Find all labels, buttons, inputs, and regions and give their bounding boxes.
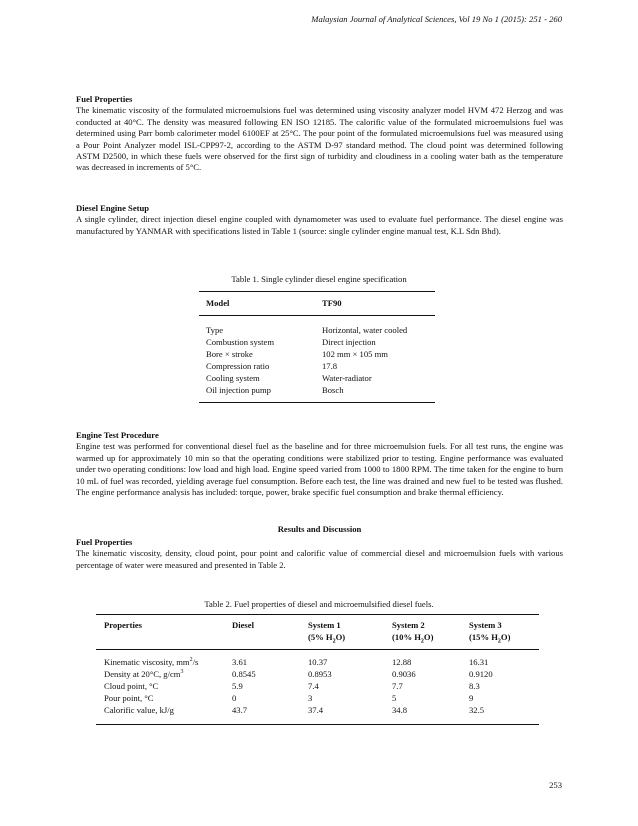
- table2-header-diesel: Diesel: [232, 620, 254, 630]
- table2-value-system1: 7.4: [308, 681, 319, 691]
- table2-value-system2: 0.9036: [392, 669, 416, 679]
- table2-value-system3: 32.5: [469, 705, 485, 715]
- table2-value-system2: 5: [392, 693, 397, 703]
- journal-header: Malaysian Journal of Analytical Sciences, Vol 19 No 1 (2015): 251 - 260: [311, 14, 562, 24]
- table2-value-system1: 3: [308, 693, 313, 703]
- table1-key: Combustion system: [206, 337, 275, 347]
- table1-header-model: Model: [206, 298, 230, 308]
- section-heading: Fuel Properties: [76, 94, 133, 104]
- table1-bottom-rule: [199, 402, 435, 403]
- table2-subheader-system1: (5% $H_2O$): [308, 632, 346, 645]
- table1-value: Direct injection: [322, 337, 376, 347]
- table2-header-system2: System 2: [392, 620, 425, 630]
- table2-value-system3: 16.31: [469, 657, 489, 667]
- table2-value-system1: 0.8953: [308, 669, 332, 679]
- table2-caption: Table 2. Fuel properties of diesel and microemulsified diesel fuels.: [204, 599, 434, 609]
- section-paragraph: The kinematic viscosity of the formulated microemulsions fuel was determined using viscosity analyzer model HVM 472 Herzog and was conducted at 40°C. The density was measured following EN ISO 12185. The calorific value of the formulated microemulsions fuel was determined using Parr bomb calorimeter model 6100EF at 25°C. The pour point of the formulated microemulsions fuel was measured using a Pour Point Analyzer model ISL-CPP97-2, according to the ASTM D-97 standard method. The cloud point was determined following ASTM D2500, in which these fuels were observed for the first sign of turbidity and cloudiness in a cooling water bath as the temperature was decreased in increments of 5°C.: [76, 105, 563, 173]
- table1-key: Cooling system: [206, 373, 260, 383]
- section-paragraph: The kinematic viscosity, density, cloud point, pour point and calorific value of commercial diesel and microemulsion fuels with various percentage of water were measured and presented in Table 2.: [76, 548, 563, 570]
- table2-value-system3: 8.3: [469, 681, 480, 691]
- table2-property: Density at 20°C, $g/cm^3$: [104, 669, 184, 679]
- table2-bottom-rule: [96, 724, 539, 725]
- table1-caption: Table 1. Single cylinder diesel engine specification: [231, 274, 407, 284]
- table2-header-system1: System 1: [308, 620, 341, 630]
- table2-value-diesel: 3.61: [232, 657, 248, 667]
- table2-subheader-system2: (10% $H_2O$): [392, 632, 434, 645]
- section-diesel-engine-setup: [76, 203, 563, 237]
- table2-value-diesel: 5.9: [232, 681, 243, 691]
- section-heading: Diesel Engine Setup: [76, 203, 150, 213]
- table2-value-system2: 7.7: [392, 681, 403, 691]
- page-number: 253: [549, 780, 562, 790]
- table2-value-system1: 10.37: [308, 657, 328, 667]
- table2-value-system2: 12.88: [392, 657, 412, 667]
- table2-property: Calorific value, kJ/g: [104, 705, 174, 715]
- table2-top-rule: [96, 614, 539, 615]
- table1-value: Water-radiator: [322, 373, 372, 383]
- table2-header-properties: Properties: [104, 620, 143, 630]
- section-heading: Fuel Properties: [76, 537, 133, 547]
- section-heading: Engine Test Procedure: [76, 430, 159, 440]
- table1-value: 102 mm × 105 mm: [322, 349, 388, 359]
- table1-key: Oil injection pump: [206, 385, 271, 395]
- section-paragraph: Engine test was performed for conventional diesel fuel as the baseline and for three microemulsion fuels. For all test runs, the engine was warmed up for approximately 10 min so that the operating conditions were stabilized prior to testing. Engine performance was evaluated under two operating conditions: low load and high load. Engine speed varied from 1000 to 1800 RPM. The time taken for the engine to burn 10 mL of fuel was recorded, yielding average fuel consumption. Before each test, the line was drained and new fuel to be tested was flushed. The engine performance analysis has included: torque, power, brake specific fuel consumption and brake thermal efficiency.: [76, 441, 563, 498]
- table2-value-system3: 0.9120: [469, 669, 493, 679]
- table1-key: Type: [206, 325, 224, 335]
- table2-value-system2: 34.8: [392, 705, 408, 715]
- table2-value-diesel: 0: [232, 693, 237, 703]
- table2-property: Kinematic viscosity, $mm^2/s$: [104, 657, 199, 667]
- table2-value-system3: 9: [469, 693, 474, 703]
- table2-property: Cloud point, °C: [104, 681, 159, 691]
- table1-value: Bosch: [322, 385, 344, 395]
- section-fuel-properties-results: [76, 537, 563, 571]
- section-fuel-properties: [76, 94, 563, 174]
- table1-value: 17.8: [322, 361, 338, 371]
- table2-value-diesel: 43.7: [232, 705, 248, 715]
- table1-key: Bore × stroke: [206, 349, 253, 359]
- table1-header-rule: [199, 315, 435, 316]
- table2-value-system1: 37.4: [308, 705, 324, 715]
- table2-header-system3: System 3: [469, 620, 502, 630]
- table2-property: Pour point, °C: [104, 693, 154, 703]
- table2-header-rule: [96, 649, 539, 650]
- section-engine-test-procedure: [76, 430, 563, 498]
- table1-key: Compression ratio: [206, 361, 270, 371]
- section-paragraph: A single cylinder, direct injection diesel engine coupled with dynamometer was used to evaluate fuel performance. The diesel engine was manufactured by YANMAR with specifications listed in Table 1 (source: single cylinder engine manual test, K.L Sdn Bhd).: [76, 214, 563, 236]
- table1-header-tf90: TF90: [322, 298, 342, 308]
- table1-top-rule: [199, 291, 435, 292]
- table2-value-diesel: 0.8545: [232, 669, 256, 679]
- results-title: Results and Discussion: [277, 524, 362, 534]
- table1-value: Horizontal, water cooled: [322, 325, 408, 335]
- table2-subheader-system3: (15% $H_2O$): [469, 632, 511, 645]
